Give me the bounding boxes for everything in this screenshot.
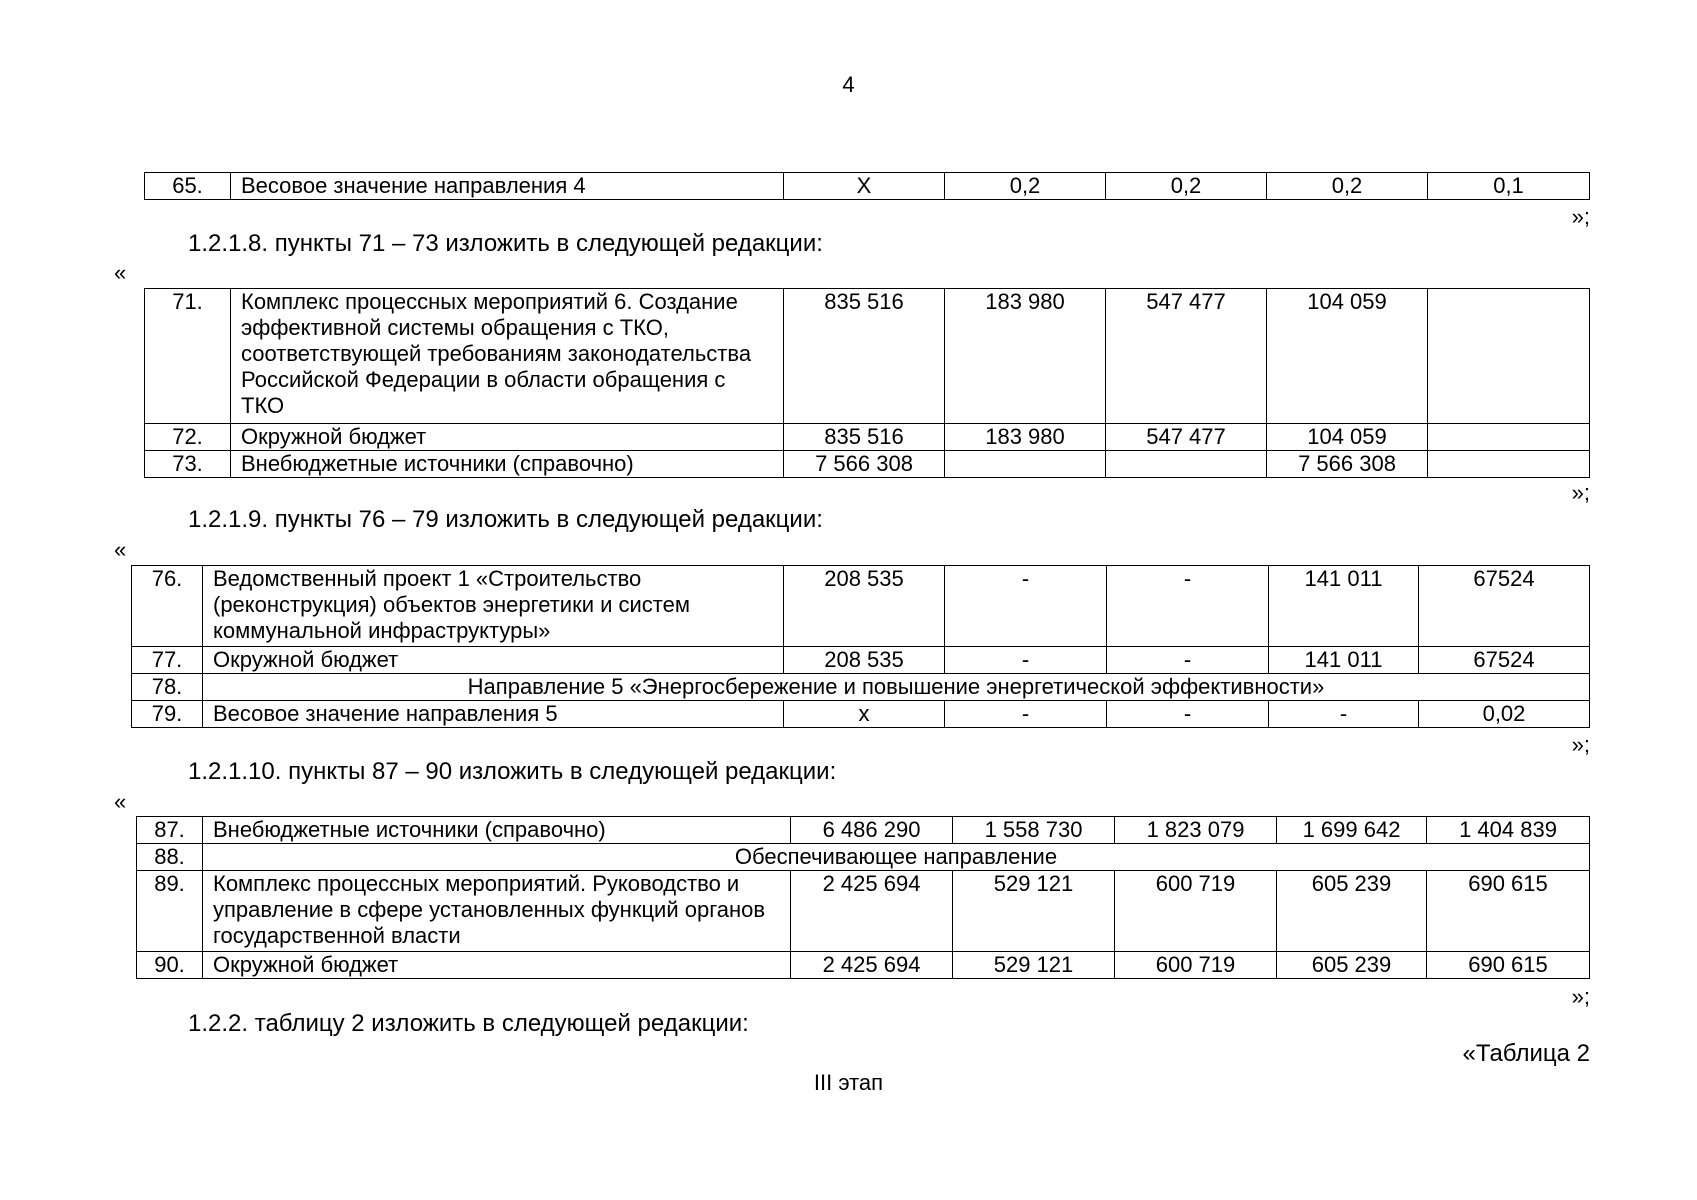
cell-value: 141 011 (1269, 566, 1419, 647)
cell-value: 0,1 (1428, 173, 1590, 200)
row-number: 79. (132, 701, 203, 728)
table-row (145, 173, 1590, 200)
cell-value: x (784, 701, 945, 728)
table-c (131, 565, 1590, 728)
page-number: 4 (842, 72, 855, 97)
row-name: Весовое значение направления 4 (231, 173, 784, 200)
cell-value: X (784, 173, 945, 200)
paragraph-1219: 1.2.1.9. пункты 76 – 79 изложить в следующей редакции: (188, 506, 823, 533)
cell-value: 208 535 (784, 647, 945, 674)
table-row (132, 701, 1590, 728)
cell-value: 104 059 (1267, 289, 1428, 424)
table-row (137, 844, 1590, 871)
cell-value: 600 719 (1115, 952, 1277, 979)
section-heading: Направление 5 «Энергосбережение и повышение энергетической эффективности» (203, 674, 1590, 701)
cell-value: 1 558 730 (953, 817, 1115, 844)
cell-value: 7 566 308 (1267, 451, 1428, 478)
cell-value (1428, 451, 1590, 478)
row-name: Окружной бюджет (203, 952, 791, 979)
row-number: 73. (145, 451, 231, 478)
cell-value: 547 477 (1106, 424, 1267, 451)
row-number: 90. (137, 952, 203, 979)
table-row (132, 566, 1590, 647)
cell-value: 835 516 (784, 424, 945, 451)
opening-quote: « (114, 260, 127, 285)
section-heading: Обеспечивающее направление (203, 844, 1590, 871)
table-row (132, 647, 1590, 674)
closing-quote: »; (1571, 204, 1590, 229)
cell-value: 529 121 (953, 952, 1115, 979)
row-number: 87. (137, 817, 203, 844)
table-row (137, 871, 1590, 952)
table-b (144, 288, 1590, 478)
closing-quote: »; (1571, 984, 1590, 1009)
cell-value: 547 477 (1106, 289, 1267, 424)
row-name: Комплекс процессных мероприятий. Руководство и управление в сфере установленных функций органов государственной власти (203, 871, 791, 952)
paragraph-12110: 1.2.1.10. пункты 87 – 90 изложить в следующей редакции: (188, 758, 837, 785)
cell-value: 208 535 (784, 566, 945, 647)
row-name: Окружной бюджет (231, 424, 784, 451)
cell-value: - (945, 701, 1107, 728)
closing-quote: »; (1571, 732, 1590, 757)
row-number: 72. (145, 424, 231, 451)
paragraph-1218: 1.2.1.8. пункты 71 – 73 изложить в следующей редакции: (188, 230, 823, 257)
row-number: 88. (137, 844, 203, 871)
row-name: Внебюджетные источники (справочно) (203, 817, 791, 844)
row-number: 89. (137, 871, 203, 952)
cell-value: 0,2 (1106, 173, 1267, 200)
row-number: 78. (132, 674, 203, 701)
cell-value: 600 719 (1115, 871, 1277, 952)
cell-value: 0,2 (945, 173, 1106, 200)
cell-value: - (1107, 647, 1269, 674)
row-name: Весовое значение направления 5 (203, 701, 784, 728)
row-number: 71. (145, 289, 231, 424)
row-number: 77. (132, 647, 203, 674)
cell-value: 1 699 642 (1277, 817, 1427, 844)
stage-label: III этап (813, 1070, 884, 1095)
opening-quote: « (114, 789, 127, 814)
table-a (144, 172, 1590, 200)
cell-value: 183 980 (945, 424, 1106, 451)
table-row (137, 952, 1590, 979)
cell-value: - (1269, 701, 1419, 728)
cell-value (1428, 289, 1590, 424)
cell-value (1428, 424, 1590, 451)
cell-value: 1 404 839 (1427, 817, 1590, 844)
table-row (137, 817, 1590, 844)
cell-value: 67524 (1419, 566, 1590, 647)
table-row (132, 674, 1590, 701)
cell-value: 104 059 (1267, 424, 1428, 451)
table-d (136, 816, 1590, 979)
cell-value: - (1107, 566, 1269, 647)
paragraph-122: 1.2.2. таблицу 2 изложить в следующей редакции: (188, 1010, 749, 1037)
row-name: Окружной бюджет (203, 647, 784, 674)
cell-value: 2 425 694 (791, 952, 953, 979)
cell-value: - (1107, 701, 1269, 728)
cell-value (945, 451, 1106, 478)
table-row (145, 424, 1590, 451)
table-caption: «Таблица 2 (1462, 1040, 1590, 1067)
row-name: Ведомственный проект 1 «Строительство (реконструкция) объектов энергетики и систем коммунальной инфраструктуры» (203, 566, 784, 647)
cell-value: 605 239 (1277, 871, 1427, 952)
cell-value: 0,02 (1419, 701, 1590, 728)
cell-value: 605 239 (1277, 952, 1427, 979)
cell-value: 690 615 (1427, 871, 1590, 952)
cell-value: 1 823 079 (1115, 817, 1277, 844)
cell-value: 141 011 (1269, 647, 1419, 674)
row-number: 76. (132, 566, 203, 647)
cell-value: 6 486 290 (791, 817, 953, 844)
opening-quote: « (114, 537, 127, 562)
cell-value: 690 615 (1427, 952, 1590, 979)
closing-quote: »; (1571, 480, 1590, 505)
cell-value: 529 121 (953, 871, 1115, 952)
row-name: Комплекс процессных мероприятий 6. Создание эффективной системы обращения с ТКО, соответствующей требованиям законодательства Российской Федерации в области обращения с ТКО (231, 289, 784, 424)
cell-value (1106, 451, 1267, 478)
cell-value: 0,2 (1267, 173, 1428, 200)
cell-value: 183 980 (945, 289, 1106, 424)
table-row (145, 451, 1590, 478)
cell-value: - (945, 566, 1107, 647)
cell-value: 7 566 308 (784, 451, 945, 478)
table-row (145, 289, 1590, 424)
row-name: Внебюджетные источники (справочно) (231, 451, 784, 478)
cell-value: 2 425 694 (791, 871, 953, 952)
row-number: 65. (145, 173, 231, 200)
cell-value: 835 516 (784, 289, 945, 424)
cell-value: - (945, 647, 1107, 674)
cell-value: 67524 (1419, 647, 1590, 674)
